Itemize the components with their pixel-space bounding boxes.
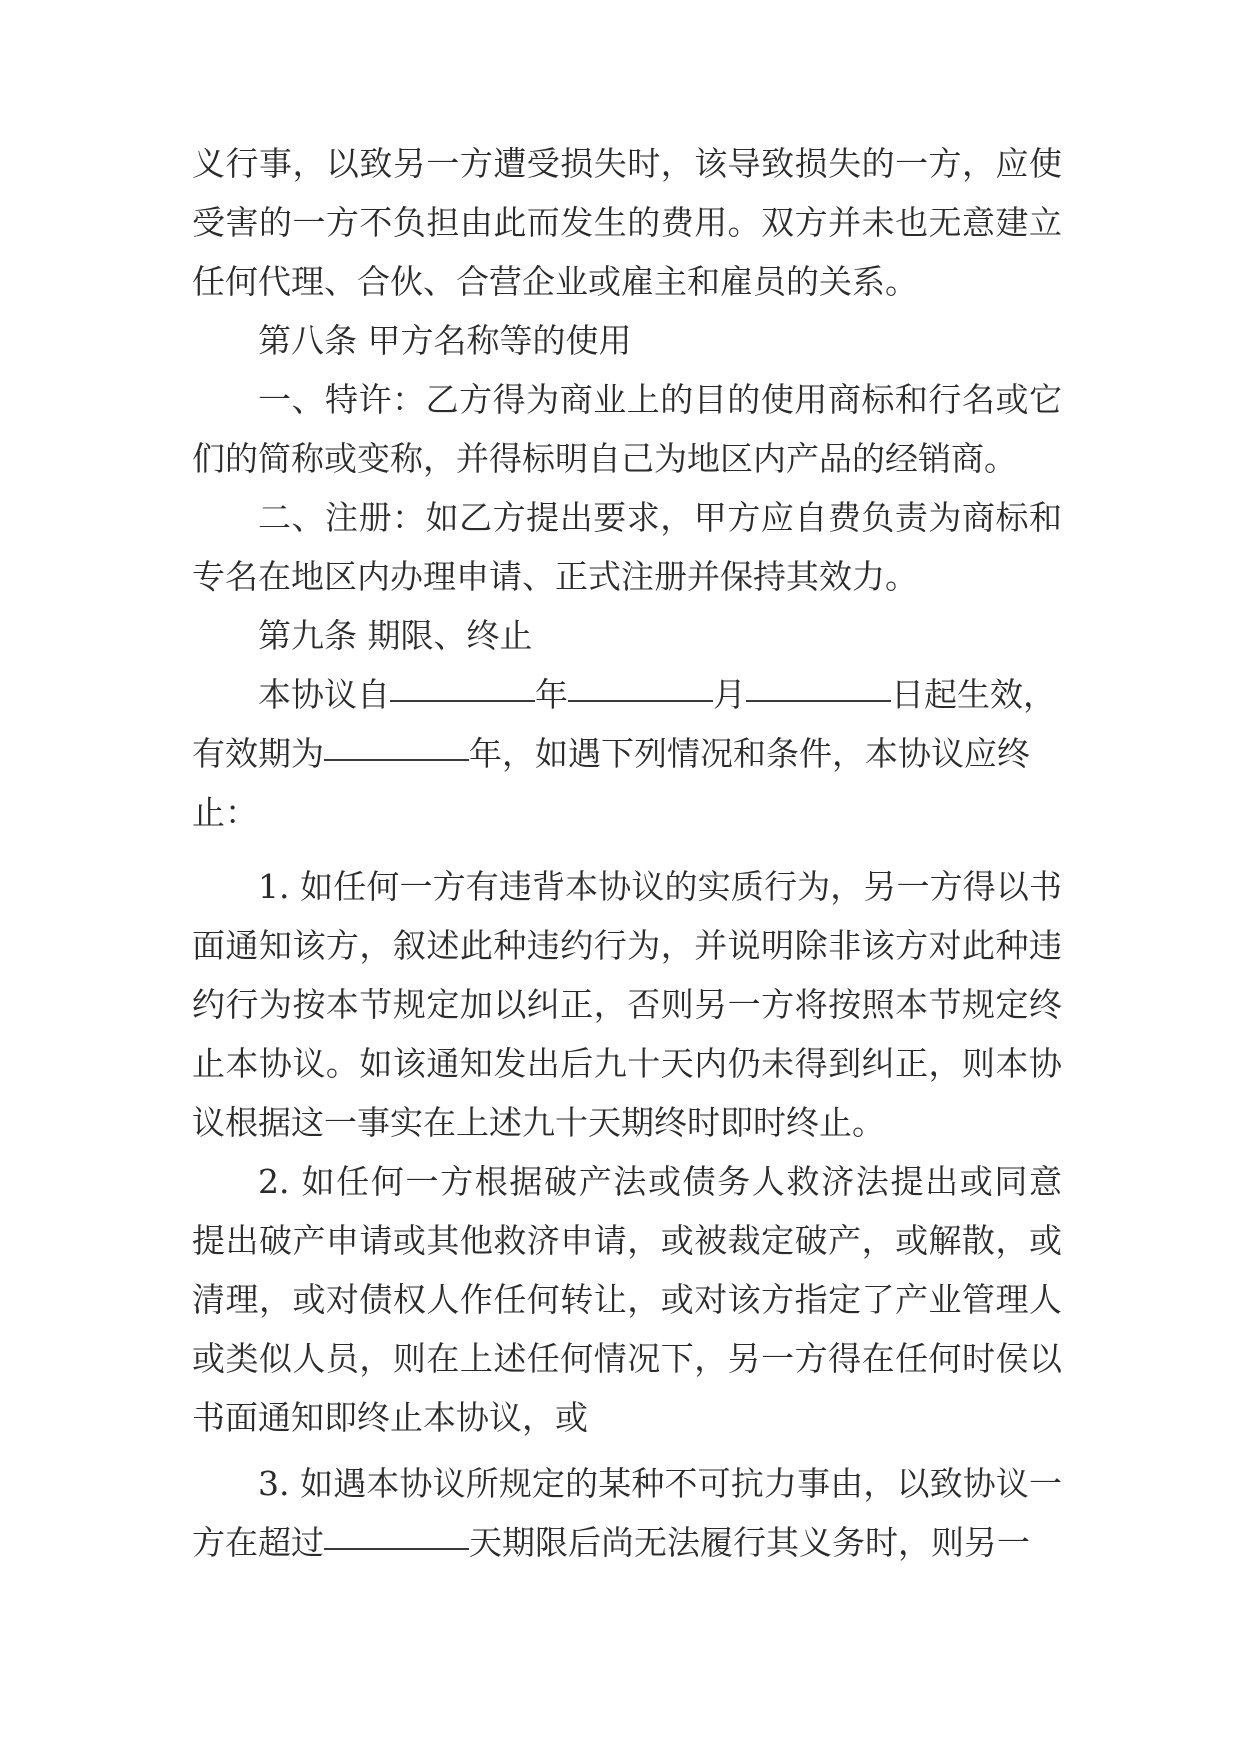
text-line: 止本协议。如该通知发出后九十天内仍未得到纠正，则本协 — [192, 1044, 1062, 1083]
text-line: 任何代理、合伙、合营企业或雇主和雇员的关系。 — [192, 262, 918, 301]
text-line: 3. 如遇本协议所规定的某种不可抗力事由，以致协议一 — [258, 1464, 1062, 1503]
section-heading: 第八条 甲方名称等的使用 — [258, 321, 632, 360]
text-fragment: 月 — [713, 675, 746, 714]
text-fragment: 天期限后尚无法履行其义务时，则另一 — [469, 1523, 1030, 1562]
text-line: 专名在地区内办理申请、正式注册并保持其效力。 — [192, 557, 918, 596]
fill-in-blank — [568, 670, 713, 702]
effective-date-line — [258, 666, 1062, 724]
text-line: 约行为按本节规定加以纠正，否则另一方将按照本节规定终 — [192, 985, 1062, 1024]
fill-in-blank — [324, 1518, 469, 1550]
fill-in-blank — [390, 670, 535, 702]
validity-line — [192, 725, 1062, 783]
text-fragment: 方在超过 — [192, 1523, 324, 1562]
text-line: 提出破产申请或其他救济申请，或被裁定破产，或解散，或 — [192, 1221, 1062, 1260]
text-line: 一、特许：乙方得为商业上的目的使用商标和行名或它 — [258, 380, 1062, 419]
text-line: 2. 如任何一方根据破产法或债务人救济法提出或同意 — [258, 1162, 1062, 1201]
text-fragment: 有效期为 — [192, 734, 324, 773]
text-fragment: 年，如遇下列情况和条件，本协议应终 — [469, 734, 1030, 773]
text-fragment: 本协议自 — [258, 675, 390, 714]
final-line — [192, 1514, 1062, 1572]
text-line: 受害的一方不负担由此而发生的费用。双方并未也无意建立 — [192, 203, 1062, 242]
text-fragment: 年 — [535, 675, 568, 714]
text-line: 清理，或对债权人作任何转让，或对该方指定了产业管理人 — [192, 1280, 1062, 1319]
text-line: 义行事，以致另一方遭受损失时，该导致损失的一方，应使 — [192, 144, 1062, 183]
section-heading: 第九条 期限、终止 — [258, 616, 533, 655]
text-line: 二、注册：如乙方提出要求，甲方应自费负责为商标和 — [258, 498, 1062, 537]
fill-in-blank — [746, 670, 891, 702]
text-line: 面通知该方，叙述此种违约行为，并说明除非该方对此种违 — [192, 926, 1062, 965]
text-line: 们的简称或变称，并得标明自己为地区内产品的经销商。 — [192, 439, 1017, 478]
text-line: 或类似人员，则在上述任何情况下，另一方得在任何时侯以 — [192, 1339, 1062, 1378]
text-fragment: 日起生效， — [891, 675, 1056, 714]
text-line: 1. 如任何一方有违背本协议的实质行为，另一方得以书 — [258, 867, 1062, 906]
text-line: 议根据这一事实在上述九十天期终时即时终止。 — [192, 1103, 885, 1142]
fill-in-blank — [324, 729, 469, 761]
text-line: 书面通知即终止本协议，或 — [192, 1398, 588, 1437]
text-line: 止： — [192, 793, 258, 832]
